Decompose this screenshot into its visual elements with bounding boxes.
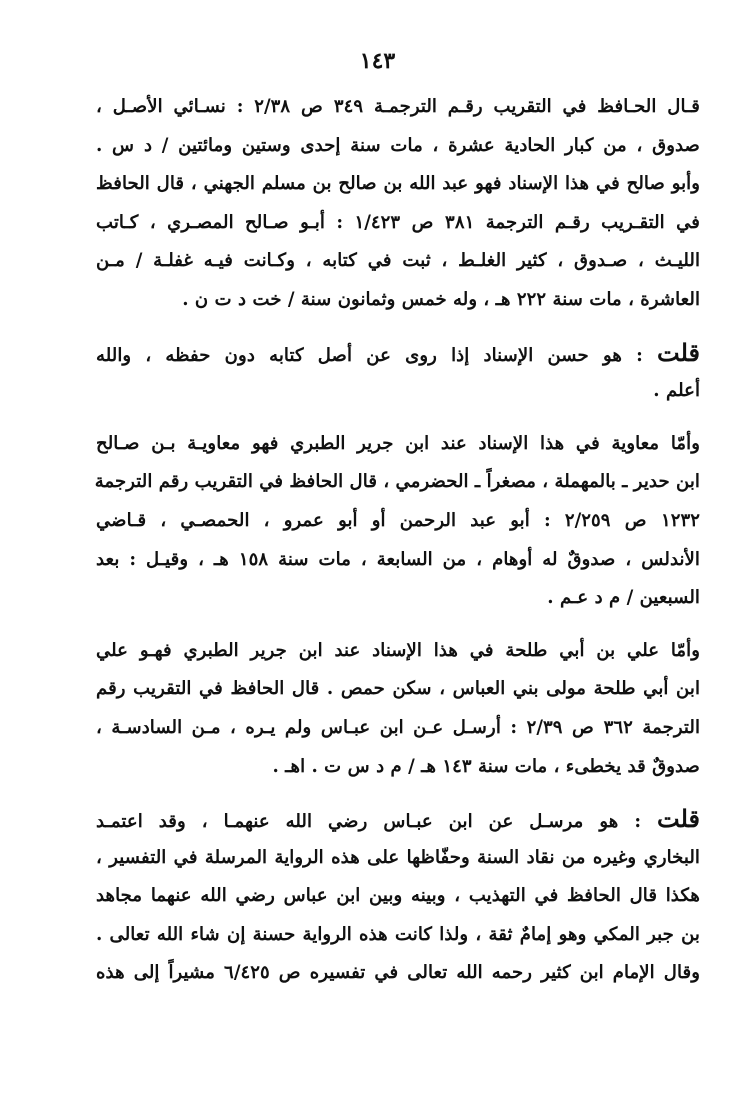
text-line: بن جبر المكي وهو إمامٌ ثقة ، ولذا كانت هذه الرواية حسنة إن شاء الله تعالى .	[96, 923, 700, 945]
text-line: وأمّا علي بن أبي طلحة في هذا الإسناد عند ابن جرير الطبري فهـو علي	[96, 639, 700, 661]
text-line	[96, 800, 700, 839]
text-line: الترجمة ٣٦٢ ص ٢/٣٩ : أرسـل عـن ابن عبـاس ولم يـره ، مـن السادسـة ،	[96, 716, 701, 738]
text-line: قـال الحـافظ في التقريب رقـم الترجمـة ٣٤٩ ص ٢/٣٨ : نسـائي الأصـل ،	[96, 96, 701, 117]
paragraph	[96, 632, 700, 786]
text-line: وأبو صالح في هذا الإسناد فهو عبد الله بن صالح بن مسلم الجهني ، قال الحافظ	[96, 173, 700, 195]
text-line: البخاري وغيره من نقاد السنة وحفّاظها على هذه الرواية المرسلة في التفسير ،	[96, 846, 700, 868]
text-line: وقال الإمام ابن كثير رحمه الله تعالى في تفسيره ص ٦/٤٢٥ مشيراً إلى هذه	[96, 962, 700, 984]
paragraph-gap	[96, 320, 700, 334]
text-line	[96, 334, 700, 373]
text-line: في التقـريب رقـم الترجمة ٣٨١ ص ١/٤٢٣ : أبـو صـالح المصـري ، كـاتب	[96, 211, 700, 233]
paragraph-gap	[96, 786, 700, 800]
paragraph	[96, 425, 700, 618]
text-line: العاشرة ، مات سنة ٢٢٢ هـ ، وله خمس وثمانون سنة / خت د ت ن .	[182, 288, 700, 310]
text-line: صدوقٌ قد يخطىء ، مات سنة ١٤٣ هـ / م د س ت . اهـ .	[272, 755, 700, 777]
qult-heading: قلت	[657, 337, 700, 367]
text-line: السبعين / م د عـم .	[547, 587, 700, 609]
text-line: ابن حدير ـ بالمهملة ، مصغراً ـ الحضرمي ، قال الحافظ في التقريب رقم الترجمة	[94, 471, 700, 493]
text-line: هكذا قال الحافظ في التهذيب ، وبينه وبين ابن عباس رضي الله عنهما مجاهد	[96, 885, 700, 907]
text-line: ١٢٣٢ ص ٢/٢٥٩ : أبو عبد الرحمن أو أبو عمرو ، الحمصـي ، قـاضي	[96, 509, 701, 531]
text-line: الليـث ، صـدوق ، كثير الغلـط ، ثبت في كتابه ، وكـانت فيـه غفلـة / مـن	[96, 250, 700, 272]
text-line: الأندلس ، صدوقٌ له أوهام ، من السابعة ، مات سنة ١٥٨ هـ ، وقيـل : بعد	[96, 548, 700, 570]
paragraph-gap	[96, 618, 700, 632]
paragraph-gap	[96, 411, 700, 425]
text-span: : هو حسن الإسناد إذا روى عن أصل كتابه دون حفظه ، والله	[96, 344, 658, 366]
text-span: : هو مرسـل عن ابن عبـاس رضي الله عنهمـا ، وقد اعتمـد	[96, 811, 658, 833]
text-line: صدوق ، من كبار الحادية عشرة ، مات سنة إحدى وستين ومائتين / د س .	[96, 134, 700, 156]
qult-heading: قلت	[657, 804, 700, 834]
text-line: ابن أبي طلحة مولى بني العباس ، سكن حمص . قال الحافظ في التقريب رقم	[96, 678, 700, 700]
page-body	[96, 88, 700, 993]
text-line: أعلم .	[653, 380, 700, 402]
paragraph	[96, 800, 700, 993]
text-line: وأمّا معاوية في هذا الإسناد عند ابن جرير الطبري فهو معاويـة بـن صـالح	[96, 432, 700, 454]
paragraph	[96, 334, 700, 411]
page-number: ١٤٣	[359, 48, 396, 74]
paragraph	[96, 88, 700, 320]
